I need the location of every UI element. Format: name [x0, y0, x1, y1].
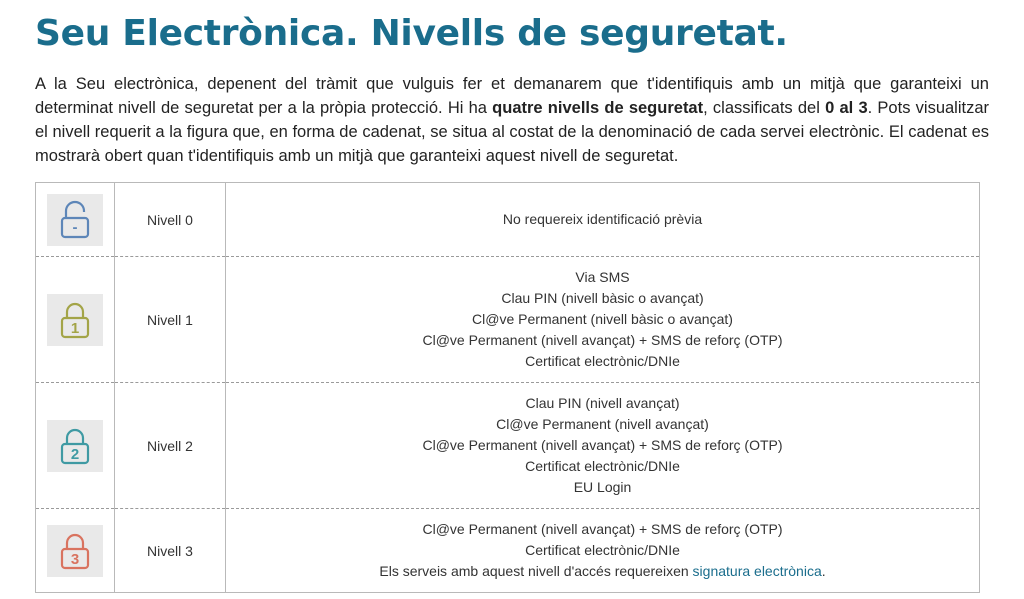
method-line: Clau PIN (nivell bàsic o avançat) [501, 290, 704, 306]
level-name: Nivell 2 [115, 383, 226, 509]
table-row-level-2 [36, 383, 980, 509]
level-name: Nivell 1 [115, 257, 226, 383]
intro-bold-range: 0 al 3 [825, 99, 868, 117]
level-name: Nivell 3 [115, 509, 226, 593]
method-line: Certificat electrònic/DNIe [525, 458, 680, 474]
level-methods [226, 509, 980, 593]
level-name: Nivell 0 [115, 183, 226, 257]
table-row-level-1 [36, 257, 980, 383]
method-line: Certificat electrònic/DNIe [525, 542, 680, 558]
method-line: Cl@ve Permanent (nivell avançat) + SMS de reforç (OTP) [422, 332, 783, 348]
level-methods [226, 257, 980, 383]
method-line: Via SMS [575, 269, 630, 285]
lock-1-icon [47, 294, 103, 346]
note-suffix: . [821, 563, 826, 579]
method-line: Cl@ve Permanent (nivell bàsic o avançat) [472, 311, 733, 327]
method-line: EU Login [573, 479, 632, 495]
level-methods [226, 383, 980, 509]
electronic-signature-link[interactable]: signatura electrònica [692, 563, 822, 579]
intro-paragraph [35, 72, 989, 168]
lock-number: 3 [70, 550, 80, 568]
intro-text-1: A la Seu electrònica, depenent del tràmit que vulguis fer et demanarem que t'identifiquis amb un mitjà que garanteixi un determinat nivell de seguretat per a la pròpia protecció. Hi ha [35, 75, 989, 117]
lock-number: 1 [70, 319, 80, 337]
method-line: Cl@ve Permanent (nivell avançat) [496, 416, 709, 432]
method-line: No requereix identificació prèvia [502, 211, 703, 227]
note-text: Els serveis amb aquest nivell d'accés requereixen [379, 563, 693, 579]
open-lock-icon [47, 194, 103, 246]
method-line: Certificat electrònic/DNIe [525, 353, 680, 369]
lock-symbol: - [72, 218, 78, 236]
intro-bold-levels: quatre nivells de seguretat [492, 99, 704, 117]
table-row-level-3 [36, 509, 980, 593]
security-levels-table [35, 182, 980, 593]
table-row-level-0 [36, 183, 980, 257]
method-line: Cl@ve Permanent (nivell avançat) + SMS de reforç (OTP) [422, 437, 783, 453]
intro-text-3: . Pots visualitzar el nivell requerit a la figura que, en forma de cadenat, se situa al costat de la denominació de cada servei electrònic. El cadenat es mostrarà obert quan t'identifiquis amb un mitjà que garanteixi aquest nivell de seguretat. [35, 99, 990, 165]
lock-3-icon [47, 525, 103, 577]
level-note [226, 561, 979, 582]
level-methods [226, 183, 980, 257]
method-line: Clau PIN (nivell avançat) [525, 395, 680, 411]
lock-number: 2 [70, 445, 80, 463]
intro-text-2: , classificats del [703, 99, 826, 117]
lock-2-icon [47, 420, 103, 472]
page-title: Seu Electrònica. Nivells de seguretat. [35, 13, 788, 54]
method-line: Cl@ve Permanent (nivell avançat) + SMS de reforç (OTP) [422, 521, 783, 537]
